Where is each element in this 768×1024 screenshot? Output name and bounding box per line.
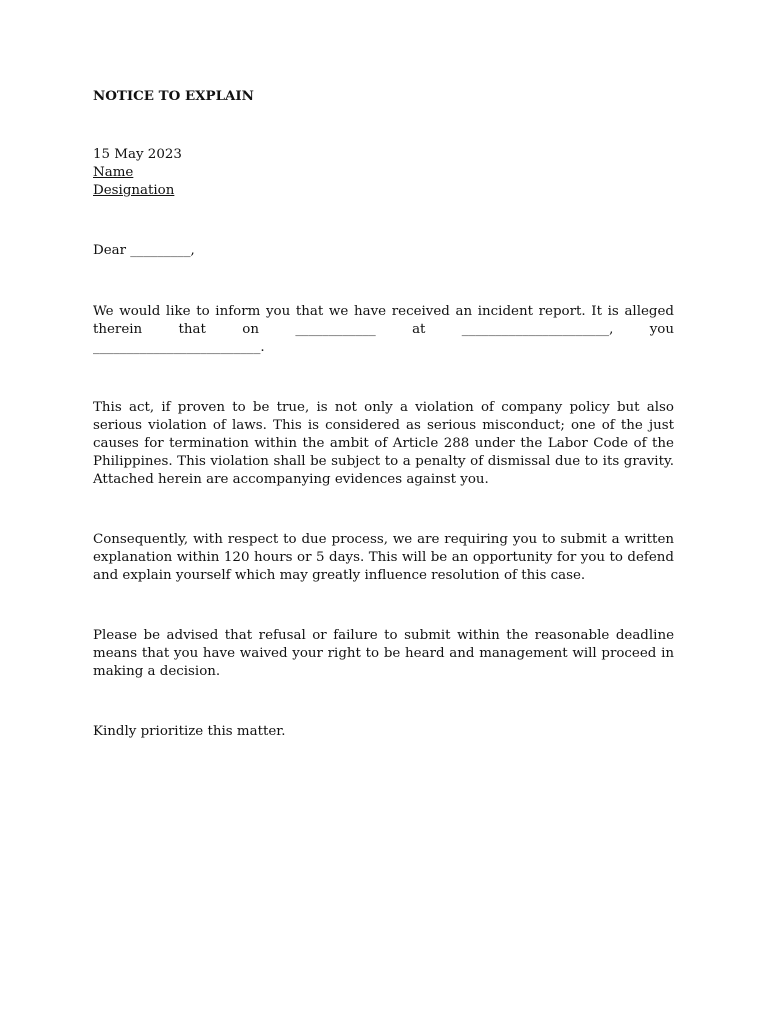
paragraph-deadline-warning: Please be advised that refusal or failure to submit within the reasonable deadline means that you have waived your right to be heard and management will proceed in making a decision. <box>93 628 674 679</box>
paragraph-incident-line-2: therein that on ____________ at ______________________, you <box>93 322 674 337</box>
paragraph-incident-report <box>93 303 674 357</box>
closing-line: Kindly prioritize this matter. <box>93 724 286 739</box>
recipient-name: Name <box>93 165 134 180</box>
paragraph-violation: This act, if proven to be true, is not only a violation of company policy but also serious violation of laws. This is considered as serious misconduct; one of the just causes for termination within the ambit of Article 288 under the Labor Code of the Philippines. This violation shall be subject to a penalty of dismissal due to its gravity. Attached herein are accompanying evidences against you. <box>93 400 674 487</box>
recipient-designation: Designation <box>93 183 175 198</box>
paragraph-incident-line-1: We would like to inform you that we have received an incident report. It is alleged <box>93 304 674 319</box>
letter-date: 15 May 2023 <box>93 147 182 162</box>
letter-header <box>93 146 182 200</box>
document-title: NOTICE TO EXPLAIN <box>93 88 254 104</box>
paragraph-incident-line-3: _________________________. <box>93 340 265 355</box>
salutation: Dear _________, <box>93 243 195 258</box>
paragraph-due-process: Consequently, with respect to due process, we are requiring you to submit a written explanation within 120 hours or 5 days. This will be an opportunity for you to defend and explain yourself which may greatly influence resolution of this case. <box>93 532 674 583</box>
